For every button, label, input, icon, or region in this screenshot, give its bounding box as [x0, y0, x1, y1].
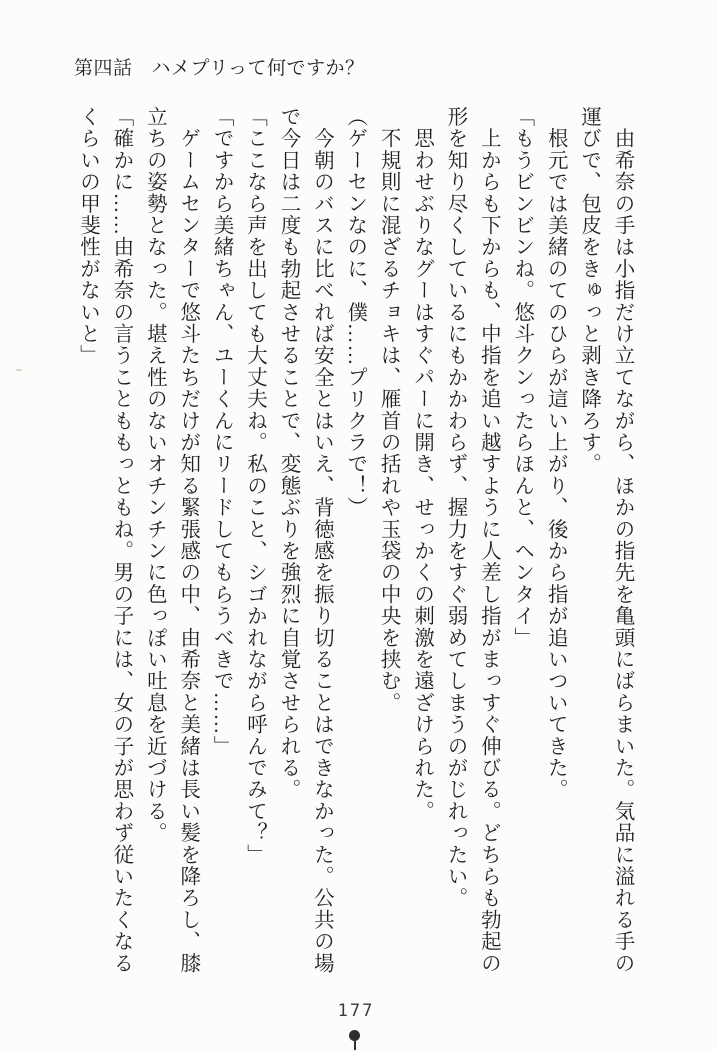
paragraph: 根元では美緒のてのひらが這い上がり、後から指が追いついてきた。 [544, 106, 567, 801]
paragraph: 「ここなら声を出しても大丈夫ね。私のこと、シゴかれながら呼んでみて？」 [243, 106, 266, 866]
chapter-title: ハメプリって何ですか？ [151, 58, 365, 79]
paragraph: 不規則に混ざるチョキは、雁首の括れや玉袋の中央を挟む。 [377, 106, 400, 714]
chapter-header [74, 53, 365, 80]
paragraph: ゲームセンターで悠斗たちだけが知る緊張感の中、由希奈と美緒は長い髪を降ろし、膝立ちの姿勢となった。堪え性のないオチンチンに色っぽい吐息を近づける。 [143, 106, 199, 975]
dot-stem [354, 1041, 356, 1050]
page-number: 177 [337, 1001, 375, 1021]
bottom-dot-marker [349, 1030, 361, 1050]
paragraph: 「確かに……由希奈の言うことももっともね。男の子には、女の子が思わず従いたくなるくらいの甲斐性がないと」 [76, 106, 132, 975]
paragraph: 上からも下からも、中指を追い越すように人差し指がまっすぐ伸びる。どちらも勃起の形を知り尽くしているにもかかわらず、握力をすぐ弱めてしまうのがじれったい。 [443, 106, 500, 974]
paragraph: 「ですから美緒ちゃん、ユーくんにリードしてもらうべきで……」 [210, 106, 233, 757]
chapter-number: 第四話 [74, 58, 133, 79]
paragraph: （ゲーセンなのに、僕……プリクラで！） [343, 106, 366, 519]
scan-artifact [16, 369, 22, 371]
paragraph: 今朝のバスに比べれば安全とはいえ、背徳感を振り切ることはできなかった。公共の場で今日は二度も勃起させることで、変態ぶりを強烈に自覚させられる。 [276, 106, 333, 974]
paragraph: 「もうビンビンね。悠斗クンったらほんと、ヘンタイ」 [510, 106, 533, 649]
dot-icon [349, 1030, 360, 1041]
vertical-text-block [70, 106, 638, 986]
paragraph: 思わせぶりなグーはすぐパーに開き、せっかくの刺激を遠ざけられた。 [410, 106, 433, 823]
paragraph: 由希奈の手は小指だけ立てながら、ほかの指先を亀頭にばらまいた。気品に溢れる手の運びで、包皮をきゅっと剥き降ろす。 [577, 106, 633, 974]
